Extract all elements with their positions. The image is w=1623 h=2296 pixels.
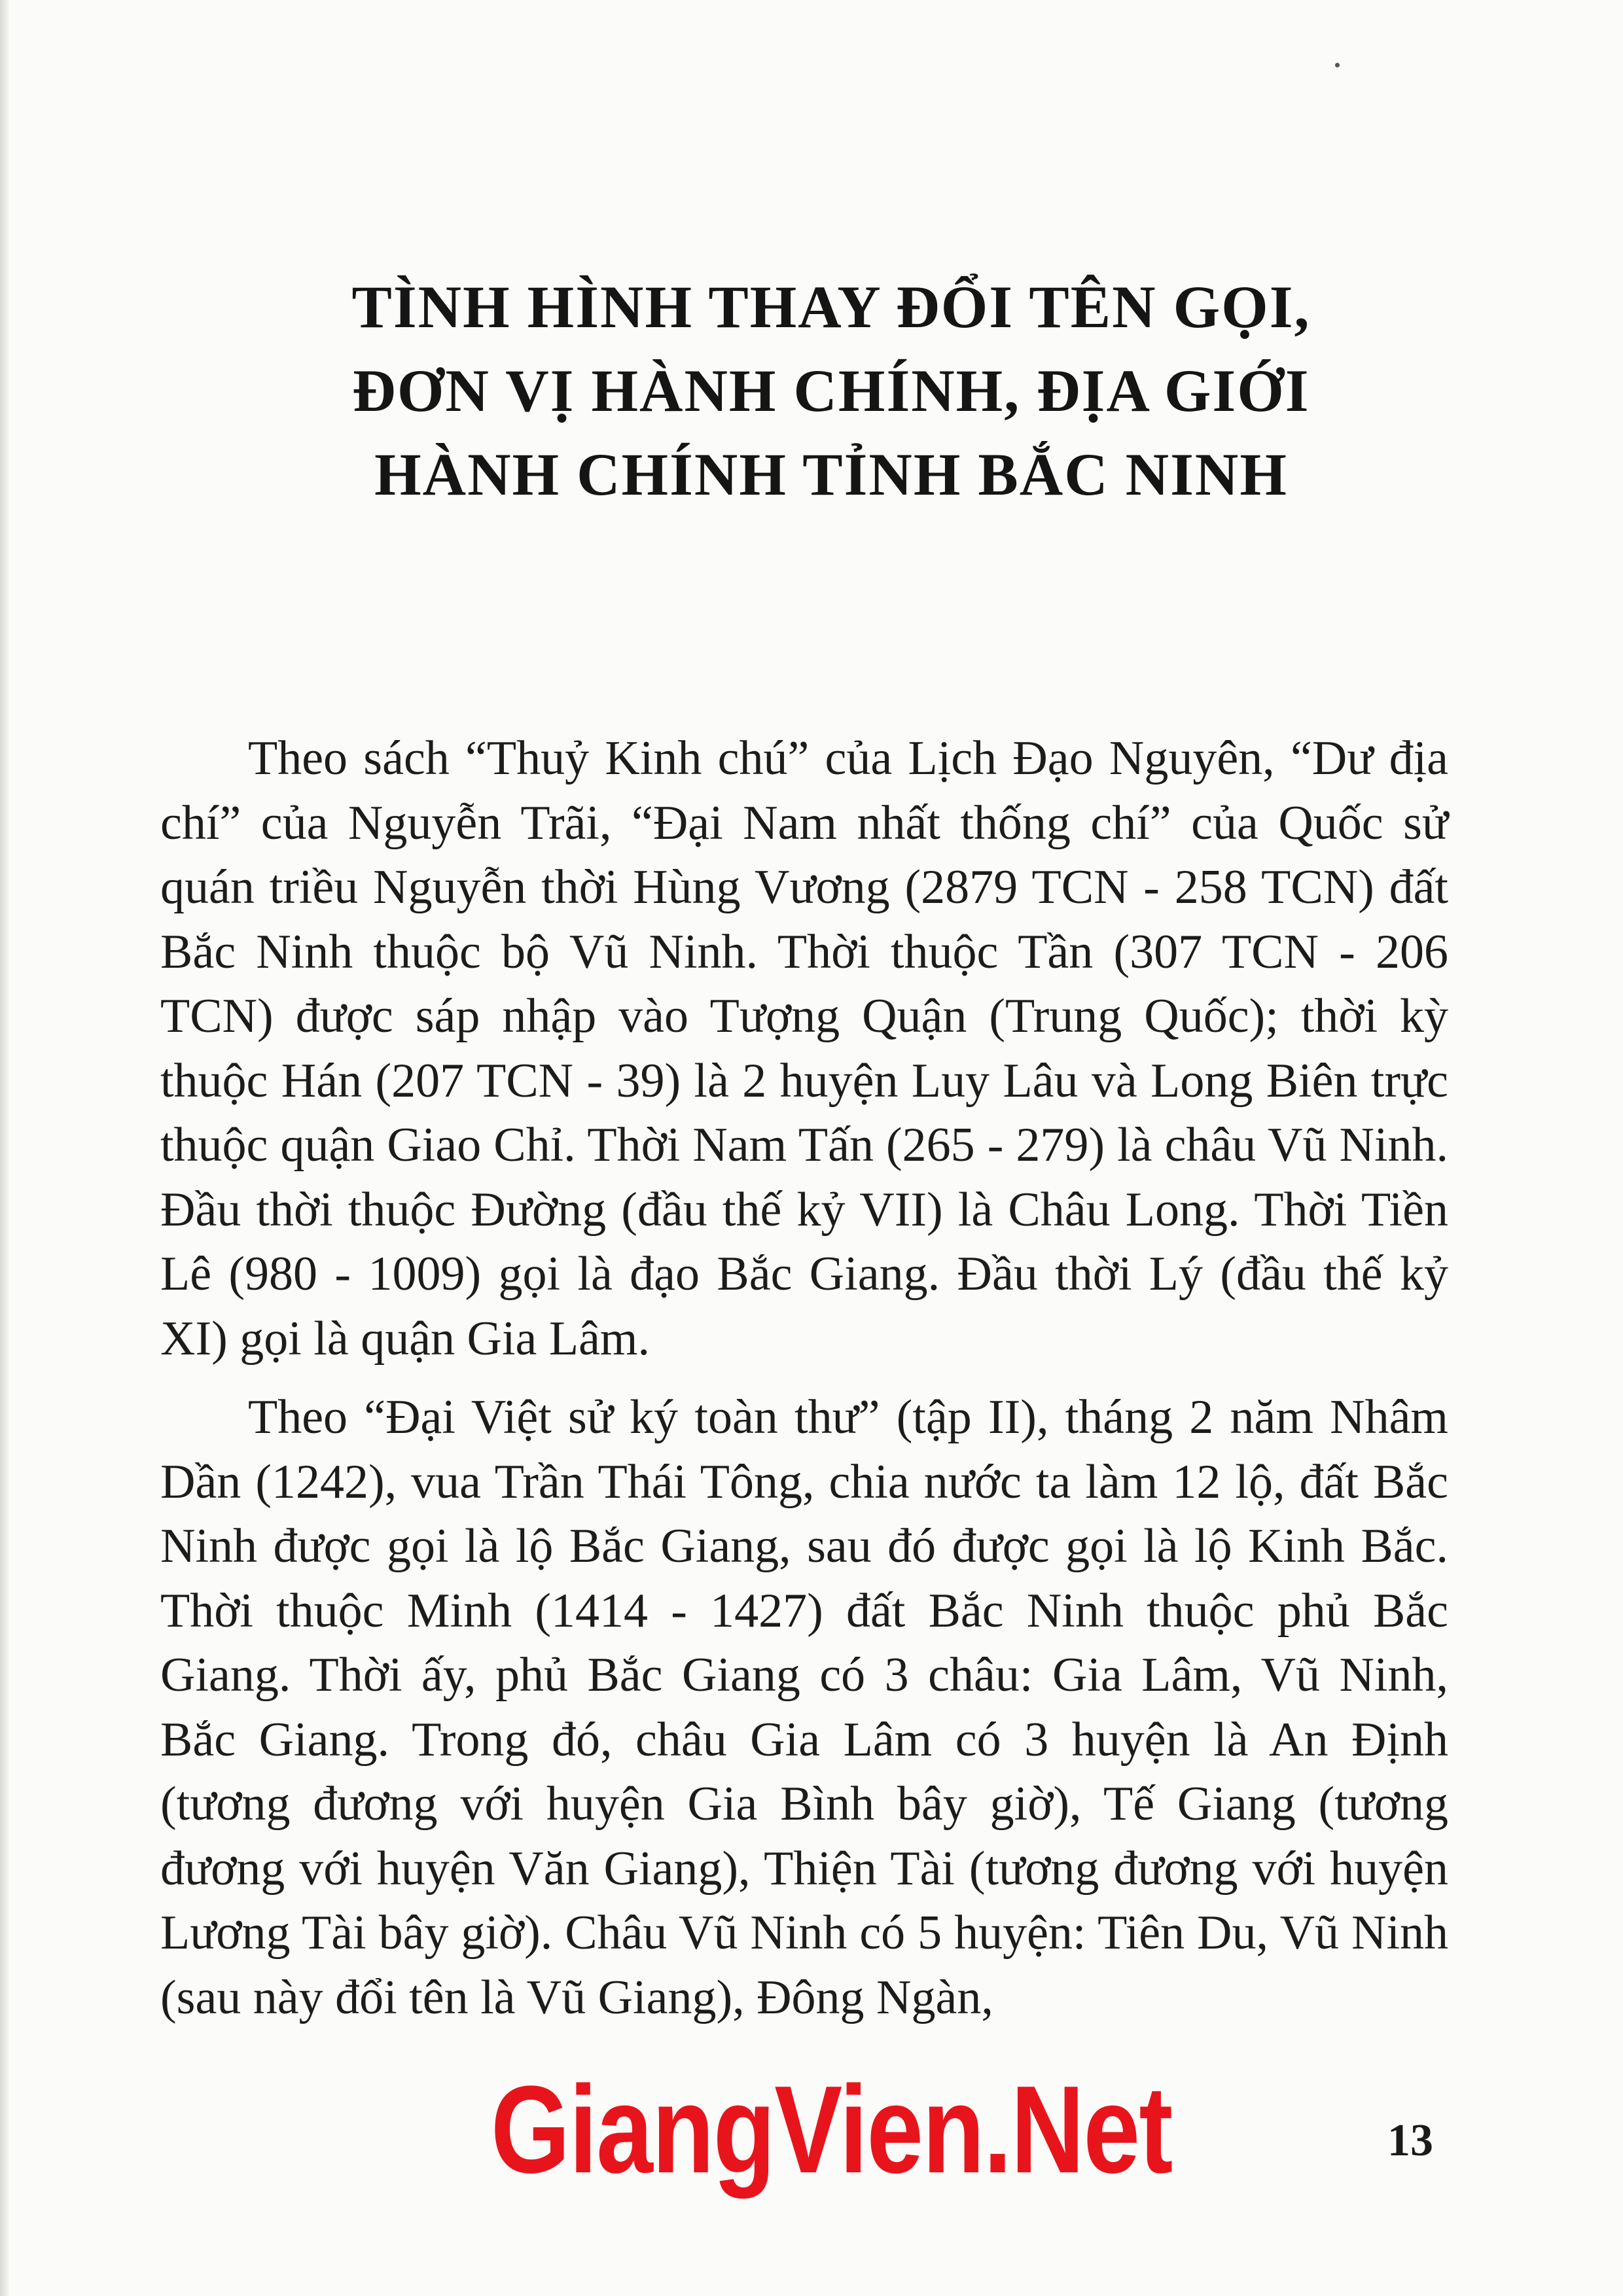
paragraph-1: Theo sách “Thuỷ Kinh chú” của Lịch Đạo Nguyên, “Dư địa chí” của Nguyễn Trãi, “Đại Nam nhất thống chí” của Quốc sử quán triều Nguyễn thời Hùng Vương (2879 TCN - 258 TCN) đất Bắc Ninh thuộc bộ Vũ Ninh. Thời thuộc Tần (307 TCN - 206 TCN) được sáp nhập vào Tượng Quận (Trung Quốc); thời kỳ thuộc Hán (207 TCN - 39) là 2 huyện Luy Lâu và Long Biên trực thuộc quận Giao Chỉ. Thời Nam Tấn (265 - 279) là châu Vũ Ninh. Đầu thời thuộc Đường (đầu thế kỷ VII) là Châu Long. Thời Tiền Lê (980 - 1009) gọi là đạo Bắc Giang. Đầu thời Lý (đầu thế kỷ XI) gọi là quận Gia Lâm.: [160, 732, 1448, 1366]
chapter-title-line-1: TÌNH HÌNH THAY ĐỔI TÊN GỌI,: [351, 274, 1311, 340]
body-text: [160, 726, 1448, 2030]
chapter-title-line-2: ĐƠN VỊ HÀNH CHÍNH, ĐỊA GIỚI: [352, 357, 1310, 424]
chapter-title-line-3: HÀNH CHÍNH TỈNH BẮC NINH: [374, 441, 1288, 508]
watermark-logo: GiangVien.Net: [491, 2060, 1172, 2199]
paragraph-2: Theo “Đại Việt sử ký toàn thư” (tập II), tháng 2 năm Nhâm Dần (1242), vua Trần Thái Tông, chia nước ta làm 12 lộ, đất Bắc Ninh được gọi là lộ Bắc Giang, sau đó được gọi là lộ Kinh Bắc. Thời thuộc Minh (1414 - 1427) đất Bắc Ninh thuộc phủ Bắc Giang. Thời ấy, phủ Bắc Giang có 3 châu: Gia Lâm, Vũ Ninh, Bắc Giang. Trong đó, châu Gia Lâm có 3 huyện là An Định (tương đương với huyện Gia Bình bây giờ), Tế Giang (tương đương với huyện Văn Giang), Thiện Tài (tương đương với huyện Lương Tài bây giờ). Châu Vũ Ninh có 5 huyện: Tiên Du, Vũ Ninh (sau này đổi tên là Vũ Giang), Đông Ngàn,: [160, 1390, 1448, 2024]
chapter-title: [216, 265, 1446, 516]
scan-edge-shadow: [0, 0, 9, 2296]
scan-speck: [1335, 63, 1340, 67]
page-number: 13: [1387, 2115, 1433, 2166]
